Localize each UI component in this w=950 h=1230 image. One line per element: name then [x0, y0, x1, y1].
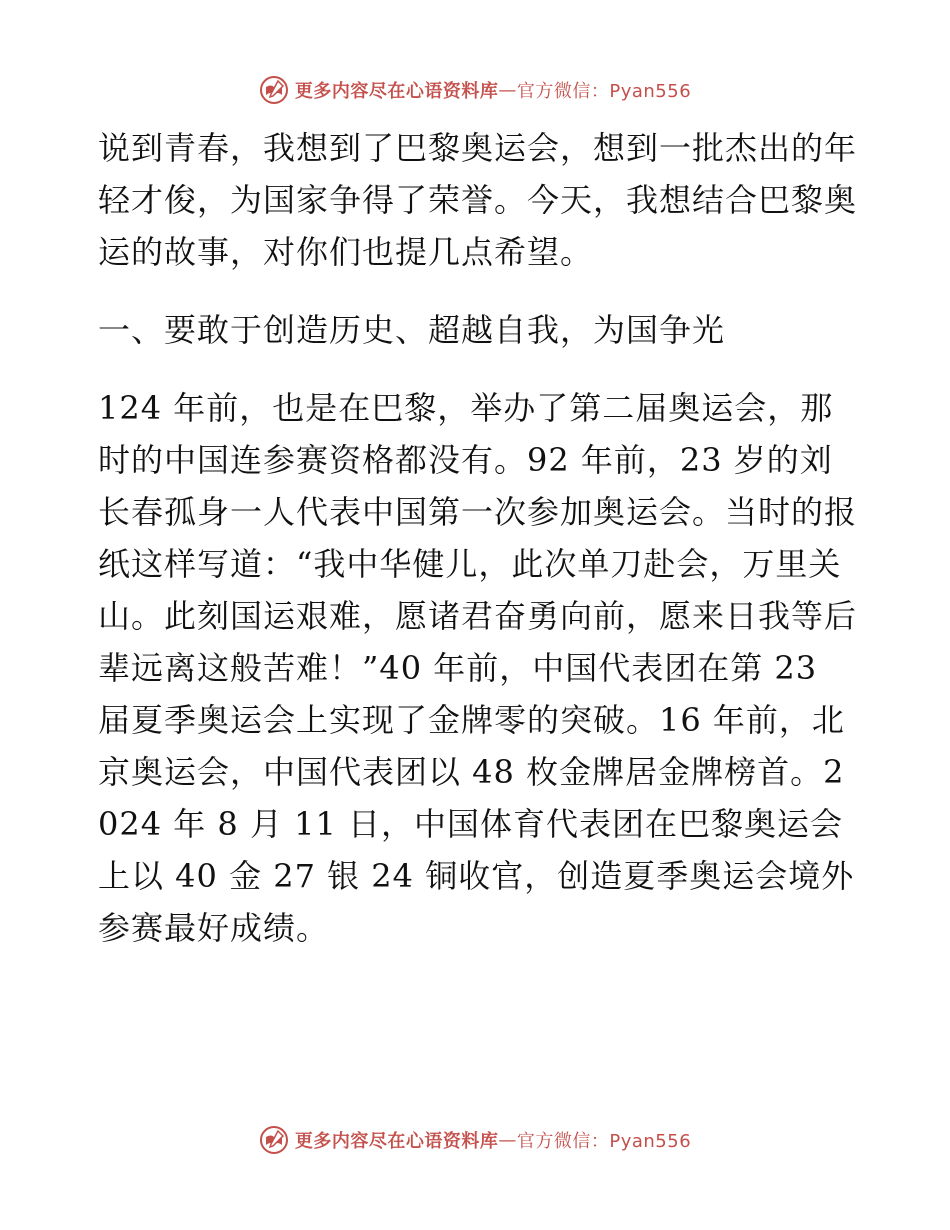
book-pen-logo-icon	[259, 1125, 289, 1155]
book-pen-logo-icon	[259, 75, 289, 105]
banner-separator: —	[498, 1129, 517, 1151]
banner-contact: 官方微信：Pyan556	[516, 81, 692, 102]
footer-watermark-banner	[0, 1120, 950, 1160]
body-paragraph: 124 年前，也是在巴黎，举办了第二届奥运会，那时的中国连参赛资格都没有。92 年前，23 岁的刘长春孤身一人代表中国第一次参加奥运会。当时的报纸这样写道：“我中华健儿，此次单刀赴会，万里关山。此刻国运艰难，愿诸君奋勇向前，愿来日我等后辈远离这般苦难！”40 年前，中国代表团在第 23 届夏季奥运会上实现了金牌零的突破。16 年前，北京奥运会，中国代表团以 48 枚金牌居金牌榜首。2024 年 8 月 11 日，中国体育代表团在巴黎奥运会上以 40 金 27 银 24 铜收官，创造夏季奥运会境外参赛最好成绩。	[98, 389, 858, 947]
banner-contact: 官方微信：Pyan556	[516, 1131, 692, 1152]
banner-text: 更多内容尽在心语资料库	[294, 81, 499, 102]
banner-text: 更多内容尽在心语资料库	[294, 1131, 499, 1152]
document-body	[98, 122, 858, 980]
header-watermark-banner	[0, 70, 950, 110]
intro-paragraph: 说到青春，我想到了巴黎奥运会，想到一批杰出的年轻才俊，为国家争得了荣誉。今天，我想结合巴黎奥运的故事，对你们也提几点希望。	[98, 129, 858, 271]
section-heading: 一、要敢于创造历史、超越自我，为国争光	[98, 311, 726, 349]
banner-separator: —	[498, 79, 517, 101]
